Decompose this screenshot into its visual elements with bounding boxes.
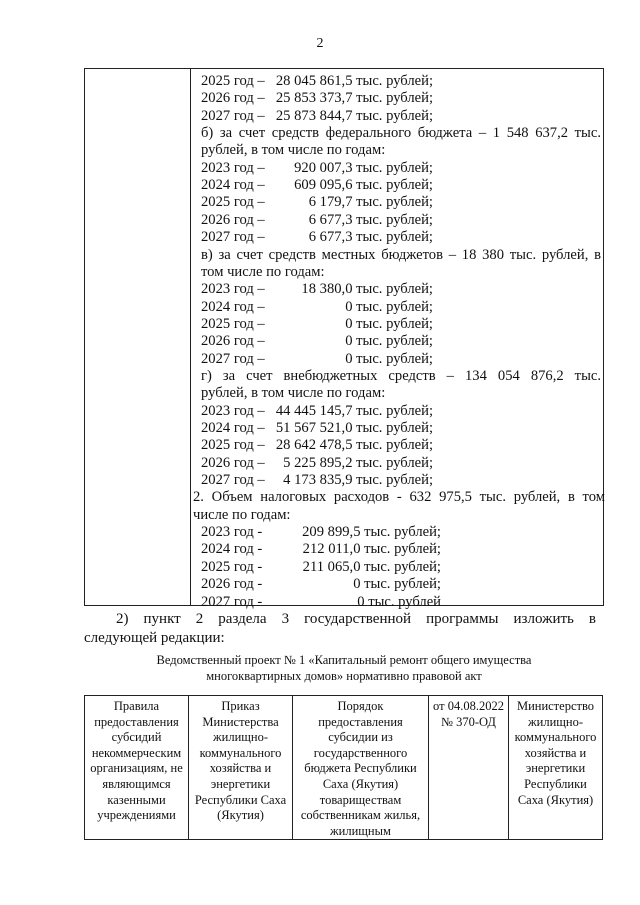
amount-value: 28 642 478,5 тыс. рублей;	[275, 437, 433, 454]
amount-value: 0 тыс. рублей;	[345, 350, 433, 367]
year-label: 2026 год -	[201, 576, 263, 593]
amount-value: 6 179,7 тыс. рублей;	[308, 194, 433, 211]
federal-budget-heading-cont: рублей, в том числе по годам:	[201, 142, 386, 159]
amount-value: 6 677,3 тыс. рублей;	[308, 229, 433, 246]
table-cell-date: от 04.08.2022 № 370-ОД	[429, 696, 509, 840]
amount-value: 0 тыс. рублей;	[345, 315, 433, 332]
year-label: 2026 год –	[201, 333, 265, 350]
year-amount-row	[201, 73, 433, 90]
year-amount-row	[201, 177, 433, 194]
amount-value: 0 тыс. рублей;	[345, 333, 433, 350]
year-amount-row	[201, 455, 433, 472]
year-label: 2024 год –	[201, 177, 265, 194]
amount-value: 6 677,3 тыс. рублей;	[308, 211, 433, 228]
year-label: 2024 год –	[201, 298, 265, 315]
year-label: 2023 год –	[201, 159, 265, 176]
legal-act-table	[84, 695, 603, 840]
year-amount-row	[201, 212, 433, 229]
table-column-divider	[190, 69, 191, 605]
year-label: 2025 год –	[201, 437, 265, 454]
year-amount-row	[201, 472, 433, 489]
table-row	[85, 696, 603, 840]
table-cell-procedure: Порядок предоставления субсидии из государственного бюджета Республики Саха (Якутия) товариществам собственникам жилья, жилищным	[293, 696, 429, 840]
extrabudgetary-heading-cont: рублей, в том числе по годам:	[201, 385, 386, 402]
tax-expenses-heading-cont: числе по годам:	[193, 506, 291, 523]
year-label: 2025 год –	[201, 315, 265, 332]
year-label: 2025 год –	[201, 194, 265, 211]
year-amount-row	[201, 420, 433, 437]
amount-value: 920 007,3 тыс. рублей;	[294, 159, 433, 176]
caption-line1: Ведомственный проект № 1 «Капитальный ремонт общего имущества	[156, 653, 532, 667]
amount-value: 209 899,5 тыс. рублей;	[302, 524, 441, 541]
year-label: 2024 год -	[201, 541, 263, 558]
year-amount-row	[201, 316, 433, 333]
amount-value: 25 873 844,7 тыс. рублей;	[275, 107, 433, 124]
amount-value: 18 380,0 тыс. рублей;	[301, 281, 433, 298]
year-label: 2023 год –	[201, 281, 265, 298]
funding-table	[84, 68, 605, 610]
amount-value: 51 567 521,0 тыс. рублей;	[275, 420, 433, 436]
year-label: 2027 год –	[201, 107, 265, 124]
amount-value: 4 173 835,9 тыс. рублей;	[283, 472, 433, 489]
year-amount-row	[201, 229, 433, 246]
project-caption	[84, 652, 604, 684]
amount-value: 609 095,6 тыс. рублей;	[294, 177, 433, 194]
local-budget-heading-cont: том числе по годам:	[201, 263, 325, 280]
amount-value: 28 045 861,5 тыс. рублей;	[275, 73, 433, 89]
year-amount-row	[201, 299, 433, 316]
year-label: 2027 год –	[201, 472, 265, 489]
year-amount-row	[201, 333, 433, 350]
year-label: 2026 год –	[201, 454, 265, 471]
amount-value: 0 тыс. рублей;	[345, 298, 433, 315]
table-cell-ministry: Министерство жилищно-коммунального хозяйства и энергетики Республики Саха (Якутия)	[509, 696, 603, 840]
amount-value: 211 065,0 тыс. рублей;	[302, 558, 441, 575]
year-amount-row	[201, 437, 433, 454]
year-amount-row	[201, 524, 441, 541]
year-amount-row	[201, 108, 433, 125]
year-label: 2025 год –	[201, 73, 265, 89]
amount-value: 0 тыс. рублей	[357, 593, 441, 610]
amount-value: 212 011,0 тыс. рублей;	[302, 541, 441, 558]
tax-expenses-heading: 2. Объем налоговых расходов - 632 975,5 тыс. рублей, в том	[193, 489, 605, 506]
table-cell-order-type: Приказ Министерства жилищно-коммунального хозяйства и энергетики Республики Саха (Якутия)	[189, 696, 293, 840]
amendment-paragraph-line2: следующей редакции:	[84, 630, 225, 646]
year-amount-row	[201, 594, 441, 611]
year-amount-row	[201, 194, 433, 211]
amount-value: 44 445 145,7 тыс. рублей;	[275, 402, 433, 419]
year-amount-row	[201, 541, 441, 558]
caption-line2: многоквартирных домов» нормативно правовой акт	[206, 669, 482, 683]
year-label: 2027 год -	[201, 593, 263, 610]
amendment-paragraph-line1: 2) пункт 2 раздела 3 государственной программы изложить в	[116, 611, 596, 627]
year-amount-row	[201, 281, 433, 298]
year-label: 2026 год –	[201, 211, 265, 228]
year-amount-row	[201, 160, 433, 177]
local-budget-heading: в) за счет средств местных бюджетов – 18 380 тыс. рублей, в	[201, 246, 601, 263]
year-amount-row	[201, 403, 433, 420]
amount-value: 0 тыс. рублей;	[353, 576, 441, 593]
federal-budget-heading: б) за счет средств федерального бюджета – 1 548 637,2 тыс.	[201, 125, 601, 142]
year-label: 2027 год –	[201, 229, 265, 246]
year-label: 2023 год -	[201, 524, 263, 541]
year-amount-row	[201, 351, 433, 368]
year-label: 2025 год -	[201, 558, 263, 575]
page-number: 2	[316, 36, 324, 51]
year-label: 2027 год –	[201, 350, 265, 367]
amount-value: 25 853 373,7 тыс. рублей;	[275, 90, 433, 107]
amount-value: 5 225 895,2 тыс. рублей;	[283, 454, 433, 471]
year-amount-row	[201, 576, 441, 593]
table-cell-rules: Правила предоставления субсидий некоммерческим организациям, не являющимся казенными учреждениями	[85, 696, 189, 840]
year-label: 2026 год –	[201, 90, 265, 107]
year-label: 2024 год –	[201, 420, 265, 436]
year-label: 2023 год –	[201, 402, 265, 419]
year-amount-row	[201, 90, 433, 107]
extrabudgetary-heading: г) за счет внебюджетных средств – 134 054 876,2 тыс.	[201, 367, 601, 384]
year-amount-row	[201, 559, 441, 576]
